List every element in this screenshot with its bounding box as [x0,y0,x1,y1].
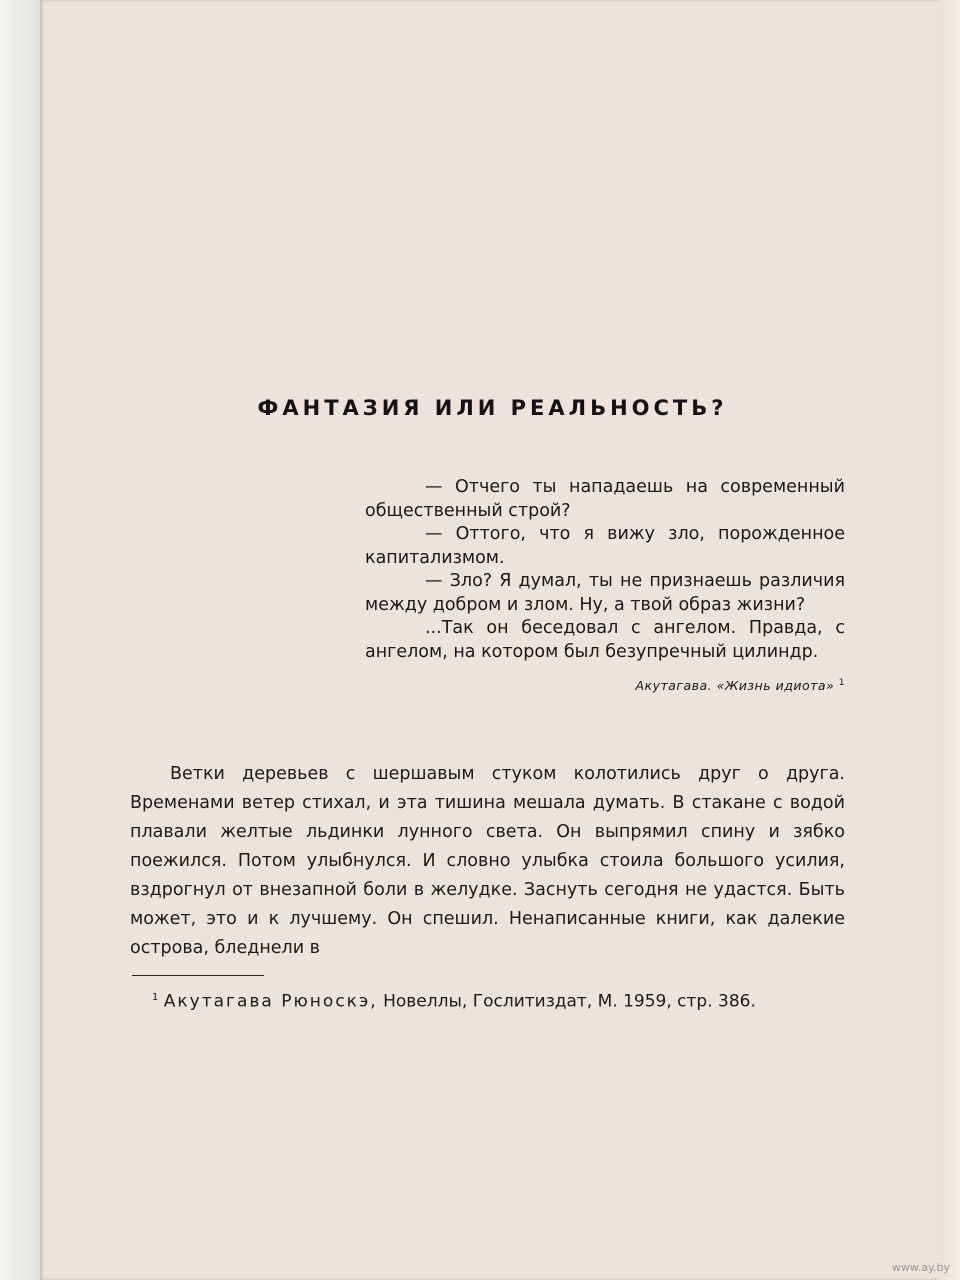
epigraph-footnote-mark: 1 [838,678,845,688]
epigraph-line-3: — Зло? Я думал, ты не признаешь различия между добром и злом. Ну, а твой образ жизни? [365,571,845,615]
body-paragraph: Ветки деревьев с шершавым стуком колотились друг о друга. Временами ветер стихал, и эта тишина мешала думать. В стакане с водой плавали желтые льдинки лунного света. Он выпрямил спину и зябко поежился. Потом улыбнулся. И словно улыбка стоила большого усилия, вздрогнул от внезапной боли в желудке. Заснуть сегодня не удастся. Быть может, это и к лучшему. Он спешил. Ненаписанные книги, как далекие острова, бледнели в [130,764,845,958]
epigraph-line-4: ...Так он беседовал с ангелом. Правда, с ангелом, на котором был безупречный цилиндр. [365,618,845,662]
epigraph-source-text: Акутагава. «Жизнь идиота» [635,678,835,694]
body-text [130,760,845,963]
footnote-mark: 1 [152,992,159,1003]
footnote-text: Новеллы, Гослитиздат, М. 1959, стр. 386. [383,991,756,1012]
page-title: ФАНТАЗИЯ ИЛИ РЕАЛЬНОСТЬ? [257,396,728,420]
epigraph-source [365,672,845,698]
epigraph-line-1: — Отчего ты нападаешь на современный общественный строй? [365,477,845,521]
background-right [940,0,960,1280]
book-page [40,0,945,1280]
footnote [132,985,845,1015]
footnote-divider [132,975,264,976]
epigraph-line-2: — Оттого, что я вижу зло, порожденное капитализмом. [365,524,845,568]
footnote-author: Акутагава Рюноскэ, [163,991,378,1012]
background-left [0,0,44,1280]
epigraph [365,476,845,698]
watermark: www.ay.by [891,1261,950,1274]
